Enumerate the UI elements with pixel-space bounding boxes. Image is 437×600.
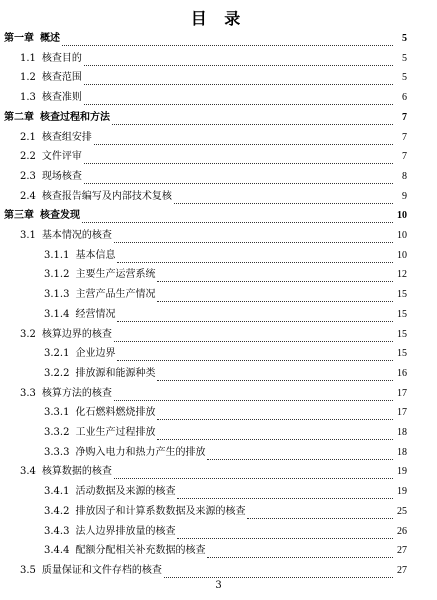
toc-entry[interactable] [44,400,407,420]
toc-entry[interactable] [44,361,407,381]
toc-entry-title: 现场核查 [41,170,82,182]
toc-entry[interactable] [20,144,407,164]
toc-entry-number: 3.1.2 [44,269,70,281]
toc-entry-number: 3.1.1 [44,249,70,261]
toc-entry[interactable] [44,440,407,460]
toc-entry-title: 排放源和能源种类 [75,367,156,379]
toc-entry[interactable] [44,282,407,302]
toc-entry-page: 7 [402,151,407,163]
toc-entry[interactable] [20,223,407,243]
toc-entry-title: 企业边界 [75,348,116,360]
toc-entry-page: 17 [397,407,407,419]
toc-leader-dots [117,252,393,263]
toc-entry-number: 3.4.4 [44,545,70,557]
toc-entry-page: 12 [397,269,407,281]
toc-leader-dots [177,488,393,499]
toc-leader-dots [114,232,393,243]
toc-entry-number: 3.3 [20,387,36,399]
toc-entry-number: 3.4.3 [44,525,70,537]
toc-leader-dots [62,35,393,46]
toc-entry-page: 15 [397,348,407,360]
toc-entry-page: 7 [402,131,407,143]
toc-entry[interactable] [20,125,407,145]
toc-entry-title: 经营情况 [75,308,116,320]
toc-entry-page: 15 [397,308,407,320]
toc-entry-title: 法人边界排放量的核查 [75,525,176,537]
toc-entry[interactable] [44,499,407,519]
toc-entry-page: 19 [397,486,407,498]
toc-entry-number: 3.2.1 [44,348,70,360]
toc-entry-page: 27 [397,545,407,557]
toc-entry[interactable] [44,420,407,440]
toc-entry-page: 26 [397,525,407,537]
toc-entry-number: 第一章 [4,33,34,44]
toc-entry-page: 6 [402,92,407,104]
toc-entry-page: 18 [397,427,407,438]
toc-leader-dots [117,311,393,322]
toc-entry-number: 3.3.3 [44,446,70,458]
toc-entry-number: 1.1 [20,52,36,64]
toc-entry-page: 17 [397,387,407,399]
toc-entry-title: 排放因子和计算系数数据及来源的核查 [75,505,246,517]
toc-entry-number: 3.5 [20,564,36,576]
toc-entry[interactable] [20,322,407,342]
toc-leader-dots [157,291,393,302]
toc-entry[interactable] [20,85,407,105]
toc-entry-number: 3.4.2 [44,505,70,517]
toc-entry-title: 配额分配相关补充数据的核查 [75,545,206,557]
toc-entry-page: 5 [402,52,407,64]
toc-entry-page: 9 [402,190,407,202]
toc-entry-page: 16 [397,367,407,379]
toc-entry-number: 2.3 [20,170,36,182]
toc-entry-page: 5 [402,33,407,44]
toc-leader-dots [164,567,393,578]
toc-leader-dots [157,429,393,440]
toc-entry-number: 3.1.3 [44,289,70,301]
toc-entry[interactable] [20,184,407,204]
toc-leader-dots [114,468,393,479]
toc-entry-title: 核算方法的核查 [41,387,112,399]
toc-entry-title: 概述 [40,33,60,44]
toc-entry-page: 15 [397,289,407,301]
toc-leader-dots [174,193,393,204]
toc-entry-title: 主要生产运营系统 [75,269,156,281]
toc-entry-number: 3.1 [20,230,36,241]
toc-entry-number: 3.3.1 [44,407,70,419]
toc-entry[interactable] [20,164,407,184]
toc-entry[interactable] [20,46,407,66]
toc-entry-title: 核算数据的核查 [41,466,112,478]
toc-entry-title: 工业生产过程排放 [75,427,156,438]
toc-leader-dots [157,409,393,420]
toc-leader-dots [84,74,393,85]
toc-leader-dots [247,508,393,519]
toc-entry-title: 核查发现 [40,210,80,222]
toc-entry[interactable] [44,302,407,322]
toc-entry-page: 10 [397,249,407,261]
toc-entry[interactable] [44,341,407,361]
toc-leader-dots [114,331,393,342]
toc-leader-dots [117,350,393,361]
toc-entry-page: 10 [397,210,407,222]
toc-entry-title: 质量保证和文件存档的核查 [41,564,162,576]
toc-leader-dots [114,390,393,401]
toc-leader-dots [157,271,393,282]
toc-entry-title: 基本信息 [75,249,116,261]
toc-entry-page: 8 [402,170,407,182]
toc-entry-title: 核查准则 [41,92,82,104]
toc-leader-dots [84,173,393,184]
toc-entry-number: 第二章 [4,111,34,123]
toc-entry-title: 核查组安排 [41,131,92,143]
toc-entry[interactable] [44,538,407,558]
toc-entry[interactable] [20,459,407,479]
toc-entry-title: 化石燃料燃烧排放 [75,407,156,419]
toc-entry-number: 1.2 [20,72,36,84]
toc-entry-number: 2.2 [20,151,36,163]
toc-entry-number: 3.3.2 [44,427,70,438]
toc-entry-page: 10 [397,230,407,241]
toc-leader-dots [84,94,393,105]
toc-entry[interactable] [44,243,407,263]
toc-entry[interactable] [20,558,407,578]
toc-entry-title: 净购入电力和热力产生的排放 [75,446,206,458]
toc-entry-title: 核查目的 [41,52,82,64]
toc-entry[interactable] [4,26,407,46]
toc-entry-page: 15 [397,328,407,340]
toc-entry[interactable] [4,203,407,223]
toc-entry[interactable] [20,65,407,85]
toc-entry-page: 18 [397,446,407,458]
toc-entry-page: 27 [397,564,407,576]
toc-entry-title: 基本情况的核查 [41,230,112,241]
toc-leader-dots [207,547,393,558]
toc-entry-page: 5 [402,72,407,84]
toc-leader-dots [112,114,393,125]
page-number: 3 [215,580,222,591]
toc-entry-number: 3.4 [20,466,36,478]
toc-entry-title: 核查报告编写及内部技术复核 [41,190,172,202]
toc-entry-number: 3.1.4 [44,308,70,320]
toc-entry-number: 3.2 [20,328,36,340]
toc-entry-number: 3.4.1 [44,486,70,498]
toc-entry-title: 核算边界的核查 [41,328,112,340]
document-title: 目 录 [190,9,247,28]
toc-leader-dots [94,134,393,145]
toc-entry-number: 1.3 [20,92,36,104]
toc-entry-title: 核查过程和方法 [40,111,110,123]
toc-entry[interactable] [44,519,407,539]
toc-entry[interactable] [4,105,407,125]
toc-entry-title: 核查范围 [41,72,82,84]
toc-entry-title: 活动数据及来源的核查 [75,486,176,498]
toc-entry-number: 2.4 [20,190,36,202]
toc-leader-dots [157,370,393,381]
toc-entry-page: 25 [397,505,407,517]
toc-entry-number: 第三章 [4,210,34,222]
toc-leader-dots [207,449,393,460]
toc-leader-dots [82,212,393,223]
toc-entry-title: 主营产品生产情况 [75,289,156,301]
toc-leader-dots [84,153,393,164]
toc-entry[interactable] [20,381,407,401]
toc-leader-dots [177,528,393,539]
toc-entry-number: 3.2.2 [44,367,70,379]
toc-entry[interactable] [44,262,407,282]
toc-entry-title: 文件评审 [41,151,82,163]
toc-entry-page: 19 [397,466,407,478]
toc-entry-number: 2.1 [20,131,36,143]
toc-leader-dots [84,55,393,66]
toc-entry-page: 7 [402,111,407,123]
toc-entry[interactable] [44,479,407,499]
